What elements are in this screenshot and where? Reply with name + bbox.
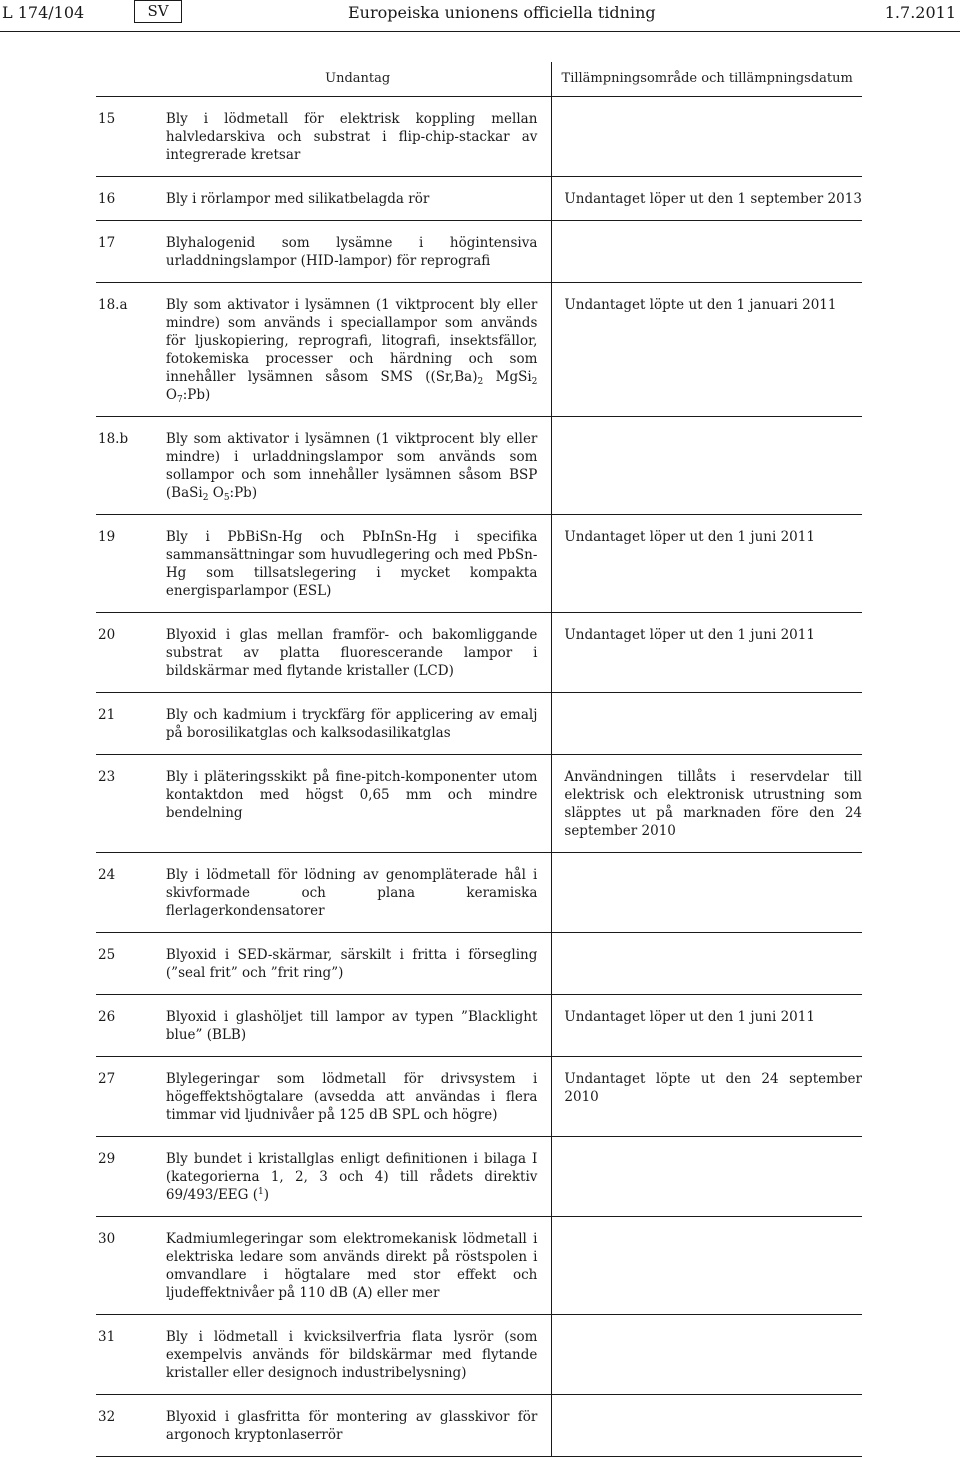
row-number: 19 bbox=[96, 515, 164, 613]
desc-text: Bly som aktivator i lysämnen (1 viktprocent bly eller mindre) som används i speciallampor som används för ljuskopiering, reprografi, litografi, insektsfällor, fotokemiska processer och härdning och som innehåller lysämnen såsom SMS ((Sr,Ba) bbox=[165, 297, 538, 385]
desc-text: ) bbox=[263, 1187, 270, 1203]
header-rule bbox=[0, 31, 960, 32]
row-number: 26 bbox=[96, 995, 164, 1057]
row-description: Blyoxid i glashöljet till lampor av typen ”Blacklight blue” (BLB) bbox=[164, 995, 552, 1057]
table-row bbox=[96, 283, 862, 417]
row-number: 25 bbox=[96, 933, 164, 995]
exemptions-table bbox=[96, 62, 862, 1457]
row-application bbox=[552, 417, 862, 515]
row-application bbox=[552, 1315, 862, 1395]
column-header-exemption: Undantag bbox=[164, 62, 552, 97]
row-application: Undantaget löpte ut den 1 januari 2011 bbox=[552, 283, 862, 417]
row-description: Blyoxid i glas mellan framför- och bakomliggande substrat av platta fluorescerande lampor i bildskärmar med flytande kristaller (LCD) bbox=[164, 613, 552, 693]
row-number: 23 bbox=[96, 755, 164, 853]
table-row bbox=[96, 97, 862, 177]
row-application bbox=[552, 1395, 862, 1457]
row-number: 16 bbox=[96, 177, 164, 221]
table-row bbox=[96, 1315, 862, 1395]
table-row bbox=[96, 1217, 862, 1315]
row-number: 24 bbox=[96, 853, 164, 933]
row-description: Bly och kadmium i tryckfärg för applicering av emalj på borosilikatglas och kalksodasilikatglas bbox=[164, 693, 552, 755]
row-description: Blyhalogenid som lysämne i högintensiva urladdningslampor (HID-lampor) för reprografi bbox=[164, 221, 552, 283]
row-number: 27 bbox=[96, 1057, 164, 1137]
row-description: Bly i pläteringsskikt på fine-pitch-komponenter utom kontaktdon med högst 0,65 mm och mindre bendelning bbox=[164, 755, 552, 853]
row-description: Bly i PbBiSn-Hg och PbInSn-Hg i specifika sammansättningar som huvudlegering och med PbSn-Hg som tillsatslegering i mycket kompakta energisparlampor (ESL) bbox=[164, 515, 552, 613]
publication-date: 1.7.2011 bbox=[884, 3, 956, 22]
row-number: 21 bbox=[96, 693, 164, 755]
row-description: Bly i lödmetall i kvicksilverfria flata lysrör (som exempelvis används för bildskärmar med flytande kristaller eller designoch industribelysning) bbox=[164, 1315, 552, 1395]
table-row bbox=[96, 221, 862, 283]
table-row bbox=[96, 515, 862, 613]
row-application: Undantaget löper ut den 1 juni 2011 bbox=[552, 515, 862, 613]
table-row bbox=[96, 417, 862, 515]
row-number: 32 bbox=[96, 1395, 164, 1457]
row-application: Undantaget löper ut den 1 september 2013 bbox=[552, 177, 862, 221]
row-number: 18.a bbox=[96, 283, 164, 417]
row-application bbox=[552, 1137, 862, 1217]
column-header-scope: Tillämpningsområde och tillämpningsdatum bbox=[552, 62, 862, 97]
table-row bbox=[96, 1137, 862, 1217]
row-number: 15 bbox=[96, 97, 164, 177]
row-description: Bly i rörlampor med silikatbelagda rör bbox=[164, 177, 552, 221]
table-row bbox=[96, 853, 862, 933]
table-row bbox=[96, 755, 862, 853]
row-description: Bly i lödmetall för lödning av genompläterade hål i skivformade och plana keramiska flerlagerkondensatorer bbox=[164, 853, 552, 933]
row-description bbox=[164, 283, 552, 417]
table-row bbox=[96, 177, 862, 221]
row-application: Undantaget löper ut den 1 juni 2011 bbox=[552, 613, 862, 693]
row-application: Användningen tillåts i reservdelar till elektrisk och elektronisk utrustning som släpptes ut på marknaden före den 24 september 2010 bbox=[552, 755, 862, 853]
table-row bbox=[96, 1057, 862, 1137]
row-description: Kadmiumlegeringar som elektromekanisk lödmetall i elektriska ledare som används direkt på röstspolen i omvandlare i högtalare med stor effekt och ljudeffektnivåer på 110 dB (A) eller mer bbox=[164, 1217, 552, 1315]
desc-subscript: 2 bbox=[477, 377, 484, 387]
row-application bbox=[552, 221, 862, 283]
table-header-row bbox=[96, 62, 862, 97]
row-application: Undantaget löpte ut den 24 september 2010 bbox=[552, 1057, 862, 1137]
row-description: Bly i lödmetall för elektrisk koppling mellan halvledarskiva och substrat i flip-chip-stackar av integrerade kretsar bbox=[164, 97, 552, 177]
row-description bbox=[164, 417, 552, 515]
desc-text: Bly bundet i kristallglas enligt definitionen i bilaga I (kategorierna 1, 2, 3 och 4) till rådets direktiv 69/493/EEG ( bbox=[165, 1151, 538, 1203]
row-number: 29 bbox=[96, 1137, 164, 1217]
row-application bbox=[552, 1217, 862, 1315]
table-row bbox=[96, 995, 862, 1057]
table-row bbox=[96, 933, 862, 995]
desc-subscript: 2 bbox=[531, 377, 538, 387]
row-number: 17 bbox=[96, 221, 164, 283]
desc-text: O bbox=[165, 387, 177, 403]
desc-text: :Pb) bbox=[182, 387, 211, 403]
row-application: Undantaget löper ut den 1 juni 2011 bbox=[552, 995, 862, 1057]
row-application bbox=[552, 853, 862, 933]
desc-subscript: 5 bbox=[223, 493, 230, 503]
desc-text: O bbox=[208, 485, 224, 501]
desc-text: Bly som aktivator i lysämnen (1 viktprocent bly eller mindre) i urladdningslampor som används som sollampor och som innehåller lysämnen såsom BSP (BaSi bbox=[165, 431, 538, 501]
row-description: Blyoxid i SED-skärmar, särskilt i fritta i försegling (”seal frit” och ”frit ring”) bbox=[164, 933, 552, 995]
language-code-box: SV bbox=[134, 0, 182, 23]
row-number: 18.b bbox=[96, 417, 164, 515]
header-spacer bbox=[96, 62, 164, 97]
row-number: 31 bbox=[96, 1315, 164, 1395]
desc-subscript: 7 bbox=[176, 395, 183, 405]
row-application bbox=[552, 933, 862, 995]
row-description bbox=[164, 1137, 552, 1217]
row-description: Blylegeringar som lödmetall för drivsystem i högeffektshögtalare (avsedda att användas i flera timmar vid ljudnivåer på 125 dB SPL och högre) bbox=[164, 1057, 552, 1137]
journal-title: Europeiska unionens officiella tidning bbox=[348, 3, 656, 22]
page-header bbox=[0, 0, 960, 32]
row-description: Blyoxid i glasfritta för montering av glasskivor för argonoch kryptonlaserrör bbox=[164, 1395, 552, 1457]
row-number: 20 bbox=[96, 613, 164, 693]
desc-text: :Pb) bbox=[229, 485, 258, 501]
desc-subscript: 2 bbox=[202, 493, 209, 503]
desc-text: MgSi bbox=[483, 369, 532, 385]
row-application bbox=[552, 693, 862, 755]
table-row bbox=[96, 693, 862, 755]
table-row bbox=[96, 613, 862, 693]
row-application bbox=[552, 97, 862, 177]
table-row bbox=[96, 1395, 862, 1457]
page-number: L 174/104 bbox=[2, 3, 85, 22]
row-number: 30 bbox=[96, 1217, 164, 1315]
footnote-reference[interactable]: 1 bbox=[258, 1187, 264, 1197]
